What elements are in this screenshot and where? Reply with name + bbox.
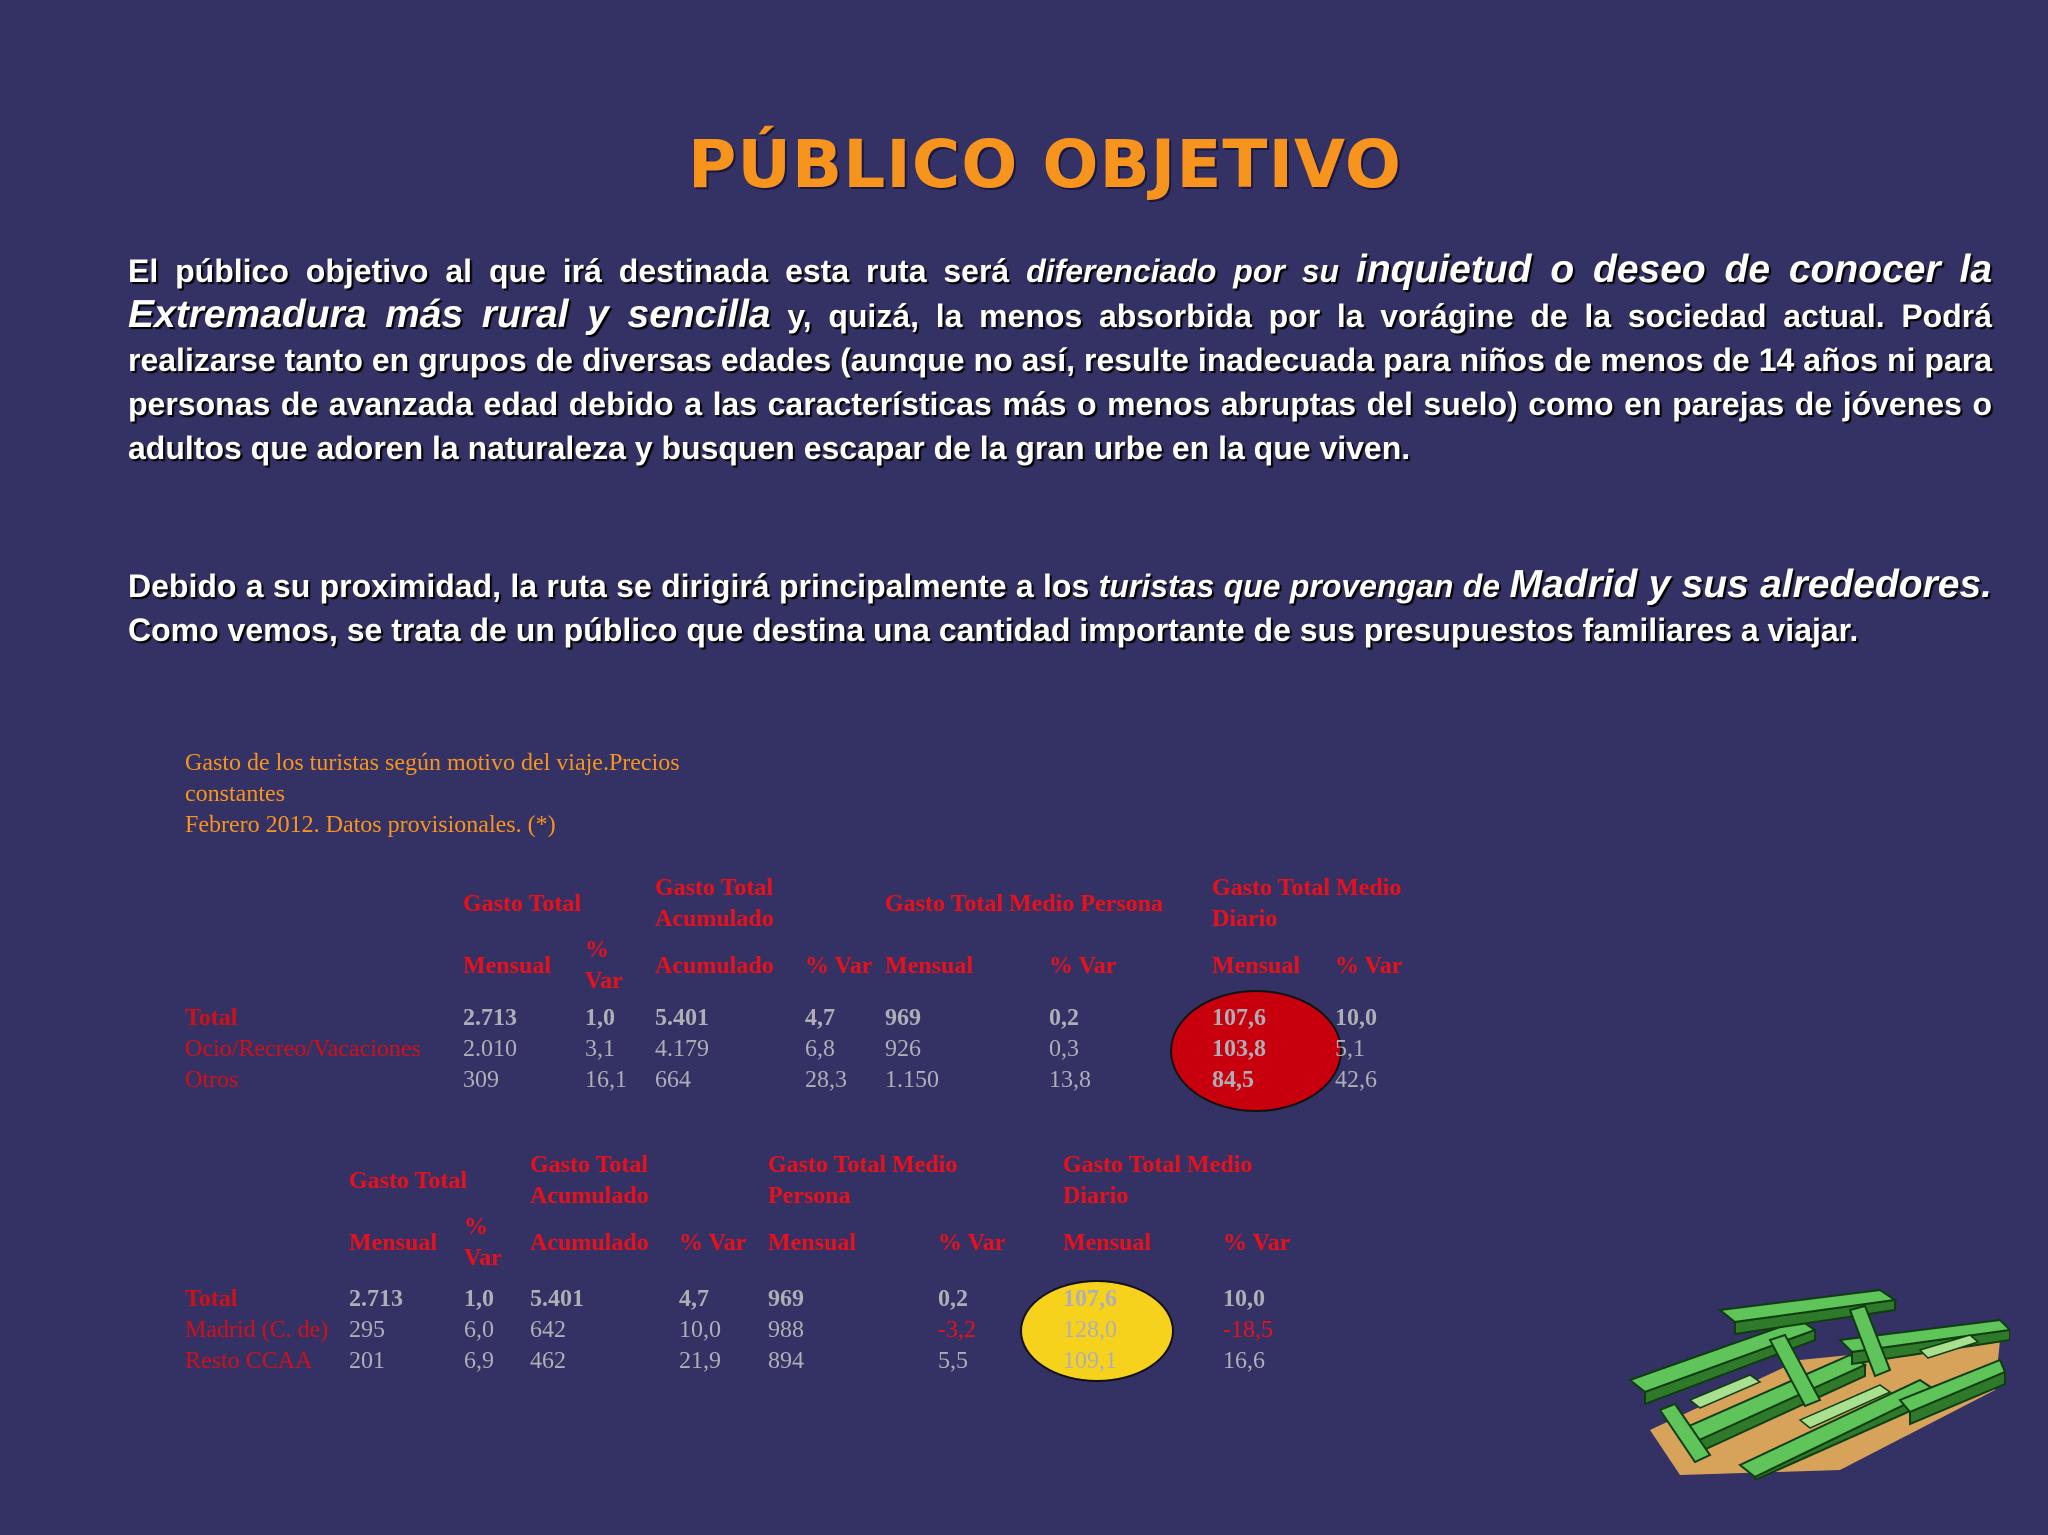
target-paragraph [128, 563, 1992, 652]
table2-cell: 0,2 [938, 1286, 968, 1312]
table1-row-label: Ocio/Recreo/Vacaciones [185, 1036, 421, 1062]
table2-cell-negative: -18,5 [1223, 1317, 1273, 1343]
table2-row-label: Total [185, 1286, 238, 1312]
table2-row-label: Madrid (C. de) [185, 1317, 329, 1343]
intro-text-a: El público objetivo al que irá destinada esta ruta será [128, 253, 1027, 289]
table1-cell: 2.010 [463, 1036, 517, 1062]
table2-row-label: Resto CCAA [185, 1348, 313, 1374]
table1-cell: 2.713 [463, 1005, 517, 1031]
maze-illustration [1620, 1280, 2010, 1480]
table1-cell: 926 [885, 1036, 921, 1062]
table1-cell: 3,1 [585, 1036, 615, 1062]
caption-line-1: Gasto de los turistas según motivo del viaje.Precios [185, 750, 680, 776]
table1-sub-mensual: Mensual [1212, 953, 1301, 979]
table2-cell: 107,6 [1063, 1286, 1117, 1312]
table2-sub-var: % Var [1223, 1230, 1291, 1256]
table2-cell: 10,0 [1223, 1286, 1265, 1312]
target-text-c: Madrid y sus alrededores. [1509, 563, 1993, 606]
table2-cell: 2.713 [349, 1286, 403, 1312]
table2-cell: 1,0 [464, 1286, 494, 1312]
target-text-a: Debido a su proximidad, la ruta se dirigirá principalmente a los [128, 568, 1099, 604]
table1-row-label: Otros [185, 1067, 239, 1093]
table2-group-gasto-total: Gasto Total [349, 1168, 468, 1194]
table1-row-label: Total [185, 1005, 238, 1031]
table2-sub-var: % Var [679, 1230, 747, 1256]
table1-cell: 103,8 [1212, 1036, 1266, 1062]
table1-cell: 5,1 [1335, 1036, 1365, 1062]
table1-cell: 84,5 [1212, 1067, 1254, 1093]
caption-line-3: Febrero 2012. Datos provisionales. (*) [185, 812, 556, 838]
table1-sub-var: % Var [805, 953, 873, 979]
table2-group-medio-diario: Gasto Total Medio Diario [1063, 1152, 1253, 1209]
table2-cell: 128,0 [1063, 1317, 1117, 1343]
table1-cell: 309 [463, 1067, 499, 1093]
table1-cell: 1,0 [585, 1005, 615, 1031]
table1-cell: 969 [885, 1005, 921, 1031]
table-caption [185, 748, 825, 841]
table2-sub-var: % Var [938, 1230, 1006, 1256]
table2-cell: 894 [768, 1348, 804, 1374]
target-text-b: turistas que provengan de [1098, 568, 1510, 604]
caption-line-2: constantes [185, 781, 285, 807]
table1-cell: 42,6 [1335, 1067, 1377, 1093]
table2-cell: 21,9 [679, 1348, 721, 1374]
table1-cell: 28,3 [805, 1067, 847, 1093]
table1-group-medio-diario: Gasto Total Medio Diario [1212, 875, 1402, 932]
target-text-d: Como vemos, se trata de un público que destina una cantidad importante de sus presupuestos familiares a viajar. [128, 612, 1859, 648]
table1-sub-acumulado: Acumulado [655, 953, 774, 979]
table1-cell: 0,2 [1049, 1005, 1079, 1031]
table2-sub-mensual: Mensual [349, 1230, 438, 1256]
table2-sub-mensual: Mensual [1063, 1230, 1152, 1256]
table2-sub-acumulado: Acumulado [530, 1230, 649, 1256]
table1-cell: 6,8 [805, 1036, 835, 1062]
intro-text-b: diferenciado por su [1026, 253, 1357, 289]
table1-sub-mensual: Mensual [885, 953, 974, 979]
table2-cell: 988 [768, 1317, 804, 1343]
table2-cell: 201 [349, 1348, 385, 1374]
table2-cell: 462 [530, 1348, 566, 1374]
table2-cell: 642 [530, 1317, 566, 1343]
table1-cell: 16,1 [585, 1067, 627, 1093]
table2-cell: 16,6 [1223, 1348, 1265, 1374]
table2-group-acumulado: Gasto Total Acumulado [530, 1152, 649, 1209]
table1-cell: 5.401 [655, 1005, 709, 1031]
table1-group-medio-persona: Gasto Total Medio Persona [885, 891, 1164, 917]
intro-text-c: inquietud o deseo de conocer la Extremadura más rural y sencilla [128, 248, 1993, 336]
table2-cell: 969 [768, 1286, 804, 1312]
table2-sub-var: % Var [464, 1214, 502, 1271]
table2-cell: 10,0 [679, 1317, 721, 1343]
table1-sub-var: % Var [1049, 953, 1117, 979]
table1-cell: 664 [655, 1067, 691, 1093]
table1-cell: 1.150 [885, 1067, 939, 1093]
intro-text-d: y, quizá, la menos absorbida por la vorágine de la sociedad actual. Podrá realizarse tanto en grupos de diversas edades (aunque no así, resulte inadecuada para niños de menos de 14 años ni para personas de avanzada edad debido a las características más o menos abruptas del suelo) como en parejas de jóvenes o adultos que adoren la naturaleza y busquen escapar de la gran urbe en la que viven. [128, 298, 1993, 466]
table2-group-medio-persona: Gasto Total Medio Persona [768, 1152, 958, 1209]
table1-sub-mensual: Mensual [463, 953, 552, 979]
page-title: PÚBLICO OBJETIVO [687, 126, 1403, 203]
table2-sub-mensual: Mensual [768, 1230, 857, 1256]
table1-sub-var: % Var [585, 937, 623, 994]
table1-cell: 4.179 [655, 1036, 709, 1062]
table1-cell: 13,8 [1049, 1067, 1091, 1093]
table1-cell: 0,3 [1049, 1036, 1079, 1062]
table1-group-gasto-total: Gasto Total [463, 891, 582, 917]
table2-cell: 295 [349, 1317, 385, 1343]
table1-cell: 107,6 [1212, 1005, 1266, 1031]
table1-cell: 10,0 [1335, 1005, 1377, 1031]
table2-cell: 6,0 [464, 1317, 494, 1343]
table2-cell: 109,1 [1063, 1348, 1117, 1374]
table2-cell: 6,9 [464, 1348, 494, 1374]
table2-cell: 5.401 [530, 1286, 584, 1312]
table2-cell: 4,7 [679, 1286, 709, 1312]
table2-cell: 5,5 [938, 1348, 968, 1374]
intro-paragraph [128, 248, 1992, 470]
table1-sub-var: % Var [1335, 953, 1403, 979]
table1-cell: 4,7 [805, 1005, 835, 1031]
table2-cell-negative: -3,2 [938, 1317, 976, 1343]
table1-group-acumulado: Gasto Total Acumulado [655, 875, 774, 932]
